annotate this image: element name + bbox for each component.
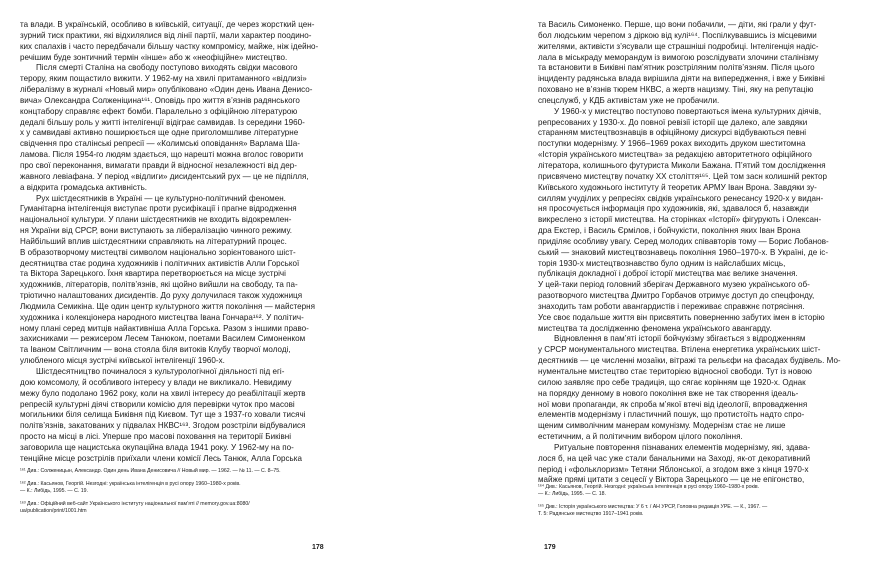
text-line: У 1960-х у мистецтво поступово повертаються імена культурних діячів, [554,106,822,116]
text-line: ної мови пропаганди, як спроба м’якої втечі від ідеології, впровадження [538,399,808,409]
text-line: захисниками — режисером Лесем Танюком, поетами Василем Симоненком [20,334,306,344]
text-line: В образотворчому мистецтві символом національно зорієнтованого шіст- [20,247,296,257]
left-body-text [20,20,333,465]
left-footnotes [20,468,350,521]
text-line: жителями, активісти з’ясували ще страшніші подробиці. Інтелігенція надіс- [538,41,819,51]
text-line: ня України від СРСР, вони виступають за лібералізацію чинного режиму. [20,226,292,236]
text-line: присвячено мистецтву початку XX століття¹⁶⁵. Цей том засн колишній ректор [538,171,828,181]
text-line: концтабору справляє ефект бомби. Паралельно з офіційною літературою [20,106,298,116]
text-line: тріотично налаштованих дисидентів. До руху долучилася також художниця [20,291,303,301]
text-line: речішим буде зонтичний термін «інше» або ж «неофіційне» мистецтво. [20,52,288,62]
text-line: дедалі більшу роль у житті інтелігенції відіграє самвидав. Із середини 1960- [20,117,305,127]
text-line: лібералізму в журналі «Новый мир» опубліковано «Один день Ивана Денисо- [20,85,313,95]
text-line: Відновлення в пам’яті історії бойчукізму збігається з відродженням [554,334,806,344]
text-line: ному плані серед митців найактивніша Алла Горська. Разом з іншими право- [20,323,309,333]
text-line: викреслено з історії мистецтва. На сторінках «Історії» фігурують і Олексан- [538,215,822,225]
footnote-line: ¹⁶³ Див.: Офіційний веб-сайт Українського інституту національної пам’яті // memory.gov.ua:8080/ [20,501,250,507]
text-line: ких спалахів і часто передбачали більшу частку компромісу, майже, ніж ідейно- [20,41,319,51]
text-line: старанням мистецтвознавців в офіційному дискурсі відбуваються певні [538,128,807,138]
text-line: елементів модернізму і пластичний пошук, що протистоїть надто спро- [538,410,805,420]
text-line: х у самвидаві активно поширюється ще одне приголомшливе літературне [20,128,299,138]
footnote [538,484,851,498]
text-line: літератора, колишнього футуриста Миколи Бажана. П’ятий том дослідження [538,160,826,170]
text-line: політв’язнів, закатованих у підвалах НКВС¹⁶³. Згодом розстріли відбувалися [20,421,306,431]
text-line: дою комсомолу, й особливого інтересу у влади не викликало. Невидиму [20,377,292,387]
text-line: лала в міськраду меморандум із вимогою розслідувати злочини сталінізму [538,52,819,62]
text-line: репресованих у 1930-х. До повної ревізії історії ще далеко, але завдяки [538,117,808,127]
text-line: бол людським черепом з діркою від кулі¹⁶⁴. Поспілкувавшись із місцевими [538,30,817,40]
text-line: Гуманітарна інтелігенція виступає проти русифікації і прагне відродження [20,204,297,214]
text-line: нументальне мистецтво стає територією відносної свободи. Тут із новою [538,367,812,376]
text-line: Після смерті Сталіна на свободу поступово виходять свідки масового [36,63,298,73]
text-line: У цей-таки період головний зберігач Державного музею українського об- [538,280,810,290]
text-line: художників, літераторів, політв’язнів, які щойно вийшли на свободу, та па- [20,280,298,290]
footnote-line: ¹⁶⁴ Див.: Касьянов, Георгій. Незгодні: українська інтелігенція в русі опору 1960–1980-х років. [538,484,760,490]
footnote [20,481,350,495]
text-line: знаходить там роботи авангардистів і переживає справжнє потрясіння. [538,301,805,311]
text-line: та Іваном Світличним — вона стояла біля витоків Клубу творчої молоді, [20,345,291,355]
text-line: публікація докладної і доброї історії мистецтва має велике значення. [538,269,798,279]
text-line: лося б, на цей час уже стали банальними на Заході, як-от декоративний [538,453,811,463]
text-line: про свої переконання, вимагати правди й відносної незалежності від дер- [20,160,297,170]
footnote [20,468,350,475]
text-line: щеним символічним манерам комунізму. Модернізм стає не лише [538,421,786,431]
text-line: просто на місці в лісі. Уперше про масові поховання на території Биківні [20,432,292,442]
text-line: силою заявляє про себе традиція, що сягає корінням ще 1920-х. Однак [538,377,806,387]
text-line: Усе своє подальше життя він присвятить поверненню забутих імен в історію [538,312,825,322]
page-number-right: 179 [544,544,556,551]
text-line: десятників — це численні мозаїки, вітражі та рельєфи на фасадах будівель. Мо- [538,356,841,366]
footnote-line: — К.: Либідь, 1995. — С. 19. [20,488,88,494]
text-line: Київського художнього інституту й теоретик АРМУ Іван Врона. Завдяки зу- [538,182,817,192]
text-line: у СРСР монументального мистецтва. Втілена енергетика українських шіст- [538,345,821,355]
footnote-line: ¹⁶¹ Див.: Солженицын, Александр. Один день Ивана Денисовича // Новый мир. — 1962. — № 11. — С. 8–75. [20,468,281,474]
right-page [435,0,870,580]
text-line: поступки модернізму. У 1966–1969 роках виходить друком шеститомна [538,139,806,149]
right-footnotes [538,484,851,524]
text-line: торія 1930-х мистецтвознавство було одним із найслабших місць, [538,258,786,268]
text-line: інциденту радянська влада вирішила діяти на випередження, і вже у Биківні [538,74,825,84]
text-line: а відкрита громадська активність. [20,182,148,192]
text-line: заговорила ще нацистська окупаційна влада 1941 року. У 1962-му на по- [20,442,294,452]
footnote-line: ¹⁶² Див.: Касьянов, Георгій. Незгодні: українська інтелігенція в русі опору 1960–1980-х років. [20,481,241,487]
text-line: дра Екстер, і Василь Єрмілов, і бойчукісти, покоління яких Іван Врона [538,226,801,236]
text-line: Найбільший вплив шістдесятники справляють на літературний процес. [20,236,287,246]
text-line: ламова. Після 1954-го людям здається, що нарешті можна вголос говорити [20,150,304,160]
footnote-line: ¹⁶⁵ Див.: Історія українського мистецтва: У 6 т. / АН УРСР, Головна редакція УРЕ. — К., 1967. — [538,504,768,510]
text-line: та Віктора Зарецького. Їхня квартира перетворюється на місце зустрічі [20,269,286,279]
text-line: вича» Олександра Солженіцина¹⁶¹. Оповідь про життя в’язнів радянського [20,95,300,105]
text-line: Шістдесятництво починалося з культурологічної діяльності під егі- [36,367,285,376]
text-line: зурний тиск практики, які відхилялися від лінії партії, мали характер поодино- [20,30,312,40]
right-body-text [538,20,851,486]
footnote [538,504,851,518]
footnote-line: — К.: Либідь, 1995. — С. 18. [538,491,606,497]
text-line: «Історія українського мистецтва» за редакцією авторитетного офіційного [538,150,812,160]
text-line: десятництва стає родина художників і політичних активістів Алли Горської [20,258,300,268]
text-line: могильники біля селища Биківня під Києвом. Тут ще з 1937-го ховали тисячі [20,410,306,420]
text-line: жавного левіафана. У період «відлиги» дисидентський рух — це не підпілля, [20,171,309,181]
text-line: улюбленого місця зустрічі київської інтелігенції 1960-х. [20,356,225,366]
text-line: силлям учуділих у репресіях свідків українського ренесансу 1920-х у видан- [538,193,824,203]
text-line: та встановити в Биківні пам’ятник розстріляним політв’язням. Після цього [538,63,815,73]
text-line: поховано не в’язнів тюрем НКВС, а жертв нацизму. Тіні, яку на репутацію [538,85,814,95]
text-line: приділяє особливу увагу. Серед молодих співавторів тому — Борис Лобанов- [538,236,829,246]
text-line: свідчення про сталінські репресії — «Колимські оповідання» Варлама Ша- [20,139,300,149]
text-line: терору, яким пощастило вижити. У 1962-му на хвилі притаманного «відлизі» [20,74,307,84]
footnote [20,501,350,515]
text-line: мистецтва та дослідженню феномена українського авангарду. [538,323,772,333]
footnote-line: ua/publication/print/1001.htm [20,508,87,514]
text-line: та Василь Симоненко. Перше, що вони побачили, — діти, які грали у фут- [538,20,817,29]
text-line: ський — знаковий мистецтвознавець покоління 1960–1970-х. В Україні, де іс- [538,247,829,257]
text-line: період і «фольклоризм» Тетяни Яблонської, а згодом вже з кінця 1970-х [538,464,809,474]
text-line: ня просочується інформація про художників, які, здавалося б, назавжди [538,204,809,214]
text-line: художника і колекціонера народного мистецтва Івана Гончара¹⁶². У політич- [20,312,304,322]
text-line: Ритуальне повторення пізнаваних елементів модернізму, які, здава- [554,442,811,452]
text-line: спецслужб, у КДБ активістам уже не пробачили. [538,95,720,105]
text-line: та влади. В українській, особливо в київській, ситуації, де через жорсткий цен- [20,20,315,29]
text-line: естетичним, а й політичним вибором цілого покоління. [538,432,743,442]
text-line: межу було подолано 1962 року, коли на хвилі інтересу до реабілітації жертв [20,388,306,398]
text-line: Рух шістдесятників в Україні — це культурно-політичний феномен. [36,193,286,203]
footnote-line: Т. 5: Радянське мистецтво 1917–1941 років. [538,511,644,517]
text-line: на порядку денному в нового покоління вже не так створення ідеаль- [538,388,799,398]
text-line: національної культури. У плани шістдесятників не входить відокремлен- [20,215,292,225]
text-line: разотворчого мистецтва Дмитро Горбачов отримує доступ до спецфонду, [538,291,815,301]
text-line: Людмила Семикіна. Ще один центр культурного життя покоління — майстерня [20,301,315,311]
text-line: майже прямі цитати з сецесії у Віктора Зарецького — це не епігонство, [538,475,805,485]
text-line: тенційне місце розстрілів приїхали члени комісії Лесь Танюк, Алла Горська [20,453,302,463]
page-number-left: 178 [312,544,324,551]
text-line: репресій культурні діячі створили комісію для перевірки чуток про масові [20,399,295,409]
